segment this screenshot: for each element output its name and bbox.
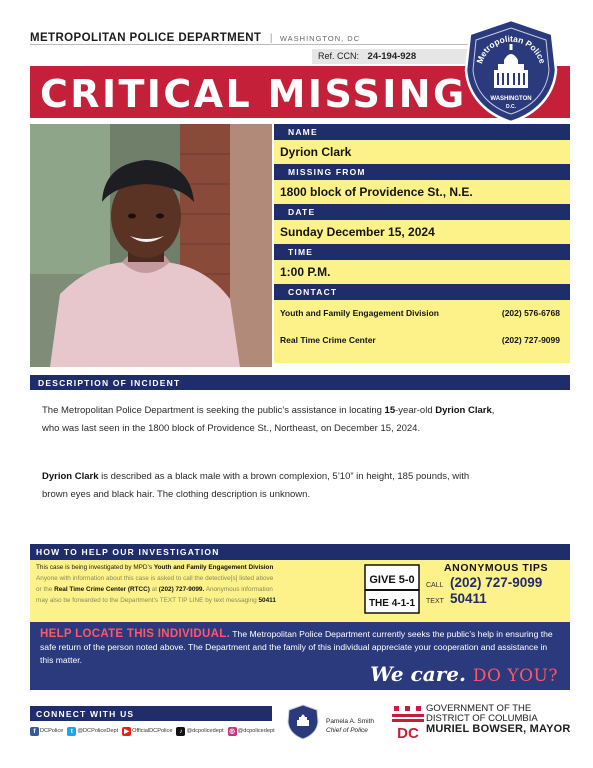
date-value: Sunday December 15, 2024 bbox=[274, 220, 570, 244]
tips-title: ANONYMOUS TIPS bbox=[444, 562, 549, 574]
tiktok-icon: ♪ bbox=[176, 727, 185, 736]
social-link-youtube[interactable] bbox=[122, 727, 172, 736]
help-rtcc-phone: (202) 727-9099. bbox=[158, 586, 205, 593]
social-handle: OfficialDCPolice bbox=[132, 728, 173, 734]
gov-mayor: MURIEL BOWSER, MAYOR bbox=[426, 723, 571, 735]
social-handle: DCPolice bbox=[40, 728, 64, 734]
contact-name: Youth and Family Engagement Division bbox=[280, 308, 440, 318]
desc-text: brown eyes and black hair. The clothing description is unknown. bbox=[42, 489, 311, 500]
banner-title: CRITICAL MISSING bbox=[40, 72, 467, 116]
police-badge-small-icon bbox=[286, 704, 320, 740]
desc-text: -year-old bbox=[395, 405, 436, 416]
help-locate-body: The Metropolitan Police Department currently seeks the public’s help in ensuring the safe return of the person noted above. The Department and the family of this individual appreciate your cooperation and assistance in this matter. bbox=[40, 629, 553, 665]
call-number[interactable]: (202) 727-9099 bbox=[450, 575, 543, 590]
badge-bottom-text: WASHINGTON bbox=[490, 96, 532, 102]
help-text: Anonymous information bbox=[204, 586, 273, 593]
help-locate-panel bbox=[30, 622, 570, 690]
we-care-slogan bbox=[370, 662, 558, 686]
instagram-icon: ◎ bbox=[229, 727, 235, 735]
call-label: CALL bbox=[426, 582, 444, 589]
time-label: TIME bbox=[274, 244, 570, 260]
desc-text: The Metropolitan Police Department is seeking the public’s assistance in locating bbox=[42, 405, 385, 416]
department-name: METROPOLITAN POLICE DEPARTMENT bbox=[30, 32, 262, 44]
contact-row bbox=[280, 335, 560, 362]
date-label: DATE bbox=[274, 204, 570, 220]
contact-row bbox=[280, 308, 560, 335]
police-badge-icon bbox=[462, 18, 560, 124]
how-to-help-panel bbox=[30, 560, 570, 622]
social-handle: @dcpolicedept bbox=[237, 728, 275, 734]
name-label: NAME bbox=[274, 124, 570, 140]
logo-bottom-text: THE 4-1-1 bbox=[368, 598, 416, 609]
help-text: at bbox=[149, 586, 159, 593]
contact-phone[interactable]: (202) 727-9099 bbox=[501, 335, 560, 345]
help-text: Anyone with information about this case is asked to call the detective[s] listed above bbox=[36, 575, 274, 582]
social-handle: @dcpolicedept bbox=[186, 728, 224, 734]
missing-person-info bbox=[274, 124, 570, 363]
help-text: This case is being investigated by MPD’s bbox=[36, 564, 154, 571]
youtube-icon: ▶ bbox=[124, 727, 130, 735]
missing-from-value: 1800 block of Providence St., N.E. bbox=[274, 180, 570, 204]
reference-number: 24-194-928 bbox=[367, 51, 417, 62]
desc-text: is described as a black male with a brown complexion, 5’10” in height, 185 pounds, with bbox=[98, 471, 470, 482]
reference-label: Ref. CCN: bbox=[318, 51, 360, 61]
desc-name: Dyrion Clark bbox=[435, 405, 492, 416]
desc-name: Dyrion Clark bbox=[42, 471, 99, 482]
help-text: or the bbox=[36, 586, 55, 593]
social-link-instagram[interactable] bbox=[228, 727, 275, 736]
missing-from-label: MISSING FROM bbox=[274, 164, 570, 180]
name-value: Dyrion Clark bbox=[274, 140, 570, 164]
help-locate-heading: HELP LOCATE THIS INDIVIDUAL. bbox=[40, 628, 231, 640]
badge-top-text: Metropolitan Police bbox=[474, 33, 548, 65]
badge-sub-text: D.C. bbox=[506, 104, 516, 110]
time-value: 1:00 P.M. bbox=[274, 260, 570, 284]
desc-text: who was last seen in the 1800 block of Providence St., Northeast, on December 15, 2024. bbox=[42, 423, 421, 434]
we-care-text: We care. bbox=[370, 662, 466, 686]
text-number[interactable]: 50411 bbox=[450, 591, 487, 606]
twitter-icon: t bbox=[67, 727, 76, 736]
tips-text-row bbox=[426, 591, 566, 606]
desc-text: , bbox=[491, 405, 495, 416]
text-label: TEXT bbox=[426, 598, 444, 605]
social-link-facebook[interactable] bbox=[30, 727, 63, 736]
social-links bbox=[30, 724, 280, 738]
help-text: may also be forwarded to the Department’s TEXT TIP LINE by text messaging bbox=[36, 597, 259, 604]
social-link-tiktok[interactable] bbox=[176, 727, 223, 736]
chief-name: Pamela A. Smith bbox=[326, 718, 375, 725]
description-paragraph-1 bbox=[42, 402, 562, 438]
do-you-text: DO YOU? bbox=[472, 666, 558, 686]
anonymous-tips bbox=[426, 562, 566, 606]
chief-signature bbox=[326, 717, 374, 735]
connect-heading: CONNECT WITH US bbox=[30, 706, 272, 721]
description-heading: DESCRIPTION OF INCIDENT bbox=[30, 375, 570, 390]
reference-box bbox=[312, 49, 470, 64]
help-rtcc: Real Time Crime Center (RTCC) bbox=[54, 586, 150, 593]
dc-logo-text: DC bbox=[397, 725, 419, 740]
gov-line-1: GOVERNMENT OF THE bbox=[426, 703, 532, 714]
contact-list bbox=[274, 300, 570, 363]
give-5-0-logo-icon bbox=[364, 564, 420, 614]
department-city: WASHINGTON, DC bbox=[279, 34, 361, 43]
tips-call-row bbox=[426, 575, 566, 590]
header-separator: | bbox=[269, 33, 273, 44]
social-link-twitter[interactable] bbox=[67, 727, 118, 736]
contact-name: Real Time Crime Center bbox=[280, 335, 376, 345]
help-text-code: 50411 bbox=[258, 597, 276, 604]
how-to-help-heading: HOW TO HELP OUR INVESTIGATION bbox=[30, 544, 570, 560]
desc-age: 15 bbox=[384, 405, 396, 416]
dc-flag-logo-icon bbox=[390, 704, 426, 740]
social-handle: @DCPoliceDept bbox=[77, 728, 119, 734]
logo-top-text: GIVE 5-0 bbox=[369, 574, 415, 586]
government-block bbox=[426, 704, 576, 735]
facebook-icon: f bbox=[30, 727, 39, 736]
gov-line-2: DISTRICT OF COLUMBIA bbox=[426, 713, 538, 724]
help-division: Youth and Family Engagement Division bbox=[153, 564, 274, 571]
chief-title: Chief of Police bbox=[326, 727, 368, 734]
contact-phone[interactable]: (202) 576-6768 bbox=[501, 308, 560, 318]
contact-label: CONTACT bbox=[274, 284, 570, 300]
description-paragraph-2 bbox=[42, 468, 562, 504]
missing-person-photo bbox=[30, 124, 272, 367]
header-rule bbox=[30, 44, 470, 45]
how-to-help-text bbox=[36, 562, 366, 606]
